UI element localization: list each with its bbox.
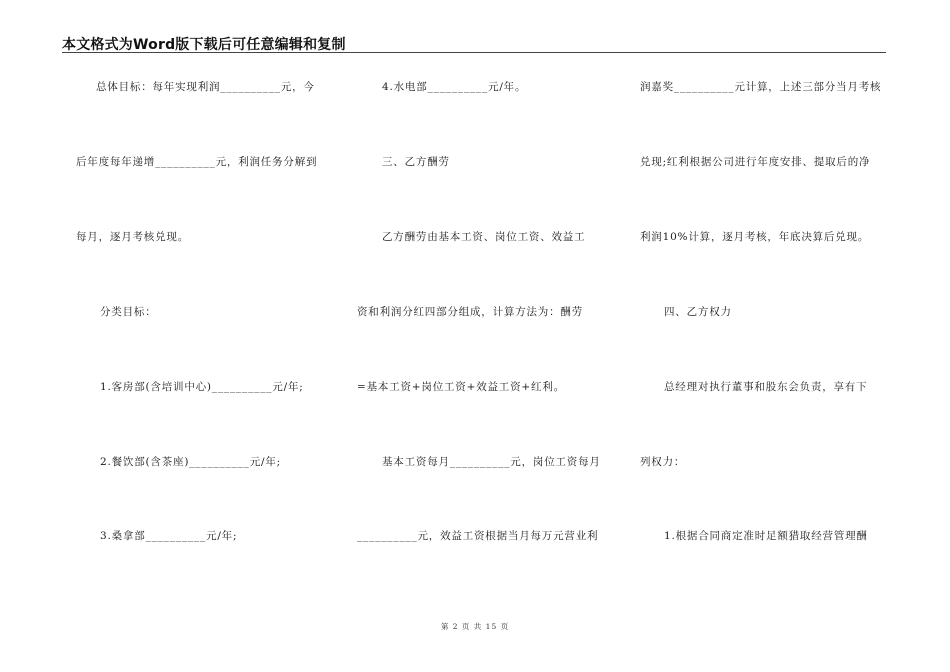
- text-line: 列权力：: [640, 456, 686, 468]
- text-line: 分类目标：: [100, 306, 157, 318]
- text-line: 基本工资每月__________元，岗位工资每月: [382, 456, 601, 468]
- text-line: 总体目标：每年实现利润__________元，今: [96, 81, 315, 93]
- text-line: 每月，逐月考核兑现。: [76, 231, 189, 243]
- text-line: 2.餐饮部(含茶座)__________元/年;: [100, 456, 281, 468]
- text-line: =基本工资+岗位工资+效益工资+红利。: [357, 381, 565, 393]
- text-line: 兑现;红利根据公司进行年度安排、提取后的净: [640, 156, 871, 168]
- page-number: 第 2 页 共 15 页: [440, 622, 510, 631]
- section-heading: 三、乙方酬劳: [382, 156, 450, 168]
- text-line: 乙方酬劳由基本工资、岗位工资、效益工: [382, 231, 586, 243]
- header-divider: [62, 52, 886, 53]
- text-line: __________元，效益工资根据当月每万元营业利: [357, 530, 599, 542]
- text-line: 4.水电部__________元/年。: [382, 81, 527, 93]
- text-line: 1.客房部(含培训中心)__________元/年;: [100, 381, 304, 393]
- text-line: 1.根据合同商定准时足额猎取经营管理酬: [664, 530, 868, 542]
- document-header-title: 本文格式为Word版下载后可任意编辑和复制: [62, 37, 346, 53]
- text-line: 后年度每年递增__________元，利润任务分解到: [76, 156, 318, 168]
- text-line: 润嘉奖__________元计算，上述三部分当月考核: [640, 81, 882, 93]
- text-line: 总经理对执行董事和股东会负责，享有下: [664, 381, 868, 393]
- text-line: 3.桑拿部__________元/年;: [100, 530, 238, 542]
- section-heading: 四、乙方权力: [664, 306, 732, 318]
- text-line: 利润10%计算，逐月考核，年底决算后兑现。: [640, 231, 870, 243]
- text-line: 资和利润分红四部分组成，计算方法为：酬劳: [357, 306, 583, 318]
